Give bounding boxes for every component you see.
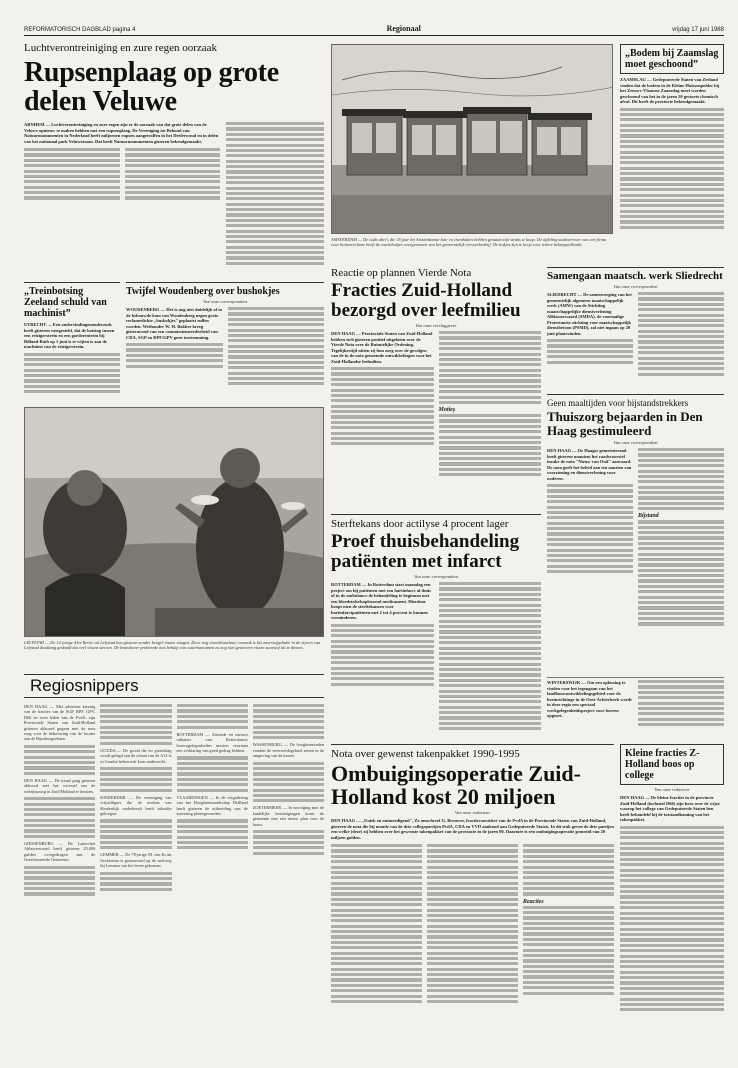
samengaan-story	[547, 267, 724, 387]
amsterdam-caption: AMSTERDAM — De oude abri's die 35 jaar bij Amsterdamse bus- en tramhaltes hebben gestaan zijn straks te koop. De afdeling stadsvervoer van een firma voor buitenreclame heeft de wachthokjes overgenomen van het gemeentelijk vervoerbedrijf. De hokjes zijn te koop voor iedere belangstellende.	[331, 237, 607, 248]
sterftekans-byline: Van onze correspondent	[414, 574, 458, 579]
bodem-headline: „Bodem bij Zaamslag moet geschoond”	[625, 48, 719, 70]
woudenberg-lead: WOUDENBERG — Het is nog niet duidelijk of in de bebouwde kom van Woudenberg negen grote reclamedichte „bushokjes” geplaatst zullen worden. Wethouder W. H. Bakker kreeg gisteravond van een commissiemeerderheid van CDA, SGP en RPF/GPV geen toestemming.	[126, 307, 223, 340]
samengaan-headline: Samengaan maatsch. werk Sliedrecht	[547, 270, 723, 282]
bodem-story	[620, 44, 724, 244]
regiosnippers-title: Regiosnippers	[30, 676, 139, 695]
nota-byline: Van onze redacteur	[454, 810, 491, 815]
amsterdam-photo	[331, 44, 613, 234]
header-section: Regionaal	[386, 24, 421, 33]
header-date: vrijdag 17 juni 1988	[671, 27, 724, 33]
woudenberg-byline: Van onze correspondent	[203, 299, 247, 304]
thuiszorg-story	[547, 394, 724, 669]
nota-kicker: Nota over gewenst takenpakket 1990-1995	[331, 748, 520, 760]
sterftekans-story	[331, 514, 541, 739]
winterswijk-lead: WINTERSWIJK — Om een oplossing te vinden voor het tegengaan van het landbouwontwikkelingsgebied voor de herinrichtinge in de Oost-Achterhoek wordt in deze regio een speciaal werkgelegenheidsproject voor boeren opgezet.	[547, 680, 632, 718]
winterswijk-story	[547, 677, 724, 737]
kleine-fracties-story	[620, 744, 724, 1049]
lelystad-photo	[24, 407, 324, 637]
fracties-byline: Van onze verslaggever	[415, 323, 457, 328]
treinbotsing-headline: „Treinbotsing Zeeland schuld van machinist”	[24, 286, 107, 319]
thuiszorg-headline: Thuiszorg bejaarden in Den Haag gestimuleerd	[547, 409, 703, 438]
nota-subhead: Reacties	[523, 898, 544, 905]
regio-item: LEMMER — De 78-jarige M. van Es uit Sexbierum is gisteravond op de snelweg bij Lemmer om het leven gekomen.	[100, 852, 172, 869]
regio-item: DEN HAAG — Met adviezen kiezing van de fracties van de SGP, RPF, GPV, D66 en twee leden van de PvdA, zijn Provinciale Staten van Zuid-Holland gisteren akkoord gegaan met de nota zorg voor de bebouwing van de locatie aan de Rijnsburgsebaan.	[24, 704, 96, 742]
woudenberg-story	[126, 282, 324, 402]
regio-item: GOUDA — De grond die ter grondslag wordt gelegd aan de schaal van de A12 is in Goudse bebouwde kom onderzocht.	[100, 747, 172, 764]
regio-item: VLAARDINGEN — In de vergadering van het Hoogheemraadschap Delfland heeft gisteren de uitbreiding van de zuivering plaatsgevonden.	[176, 794, 248, 816]
regio-item: KINDERDIJK — De vereniging van vrijwilligers die de molens van Kinderdijk onderhoudt heeft subsidie gekregen.	[100, 794, 172, 816]
fracties-story	[331, 267, 541, 507]
newspaper-page	[24, 22, 724, 1052]
lelystad-caption: LELYSTAD — De 12-jarige Alex Reiter uit Lelystad kon gisteren zonder hengel vissen vangen. Door nog onverklaarbare oorzaak is het zuurstofgehalte in de vijvers van Lelystad dusdanig gedaald dat veel vissen sterven. De brandweer probeerde met behulp van waterkanonnen zo nog niet gestorven vissen zuurstof uit te dienen.	[24, 640, 321, 651]
thuiszorg-lead: DEN HAAG — De Haagse gemeenteraad heeft gisteren unaniem het raadsvoorstel inzake de nota "Nieuw van Oud" aanvaard. De nota geeft het beleid aan ten aanzien van voorziening en dienstverlening voor ouderen.	[547, 448, 632, 481]
regio-item: WASSENBURG — De hoogheemraden vonden de veenweidegebied zetten in de omgeving van de haven.	[252, 742, 324, 759]
boy-with-fish-image	[25, 408, 324, 637]
header-publication: REFORMATORISCH DAGBLAD pagina 4	[24, 27, 136, 33]
regiosnippers-columns	[24, 704, 324, 1049]
fracties-lead: DEN HAAG — Provinciale Staten van Zuid-Holland hebben zich gisteren positief uitgelaten over de Vierde Nota over de Ruimtelijke Ordening. Tegelijkertijd uitten zij hun zorg over de gevolgen van de in de nota genoemde ontwikkelingen voor het Zuid-Hollandse leefmilieu.	[331, 331, 433, 364]
regio-item: GIESSENBURG — De Lansschot Ablasserwaard heeft gisteren 25.000 gulden overgedragen aan de Gereformeerde Gemeente.	[24, 840, 96, 863]
fracties-subhead: Motieș	[438, 407, 456, 414]
sterftekans-kicker: Sterftekans door actilyse 4 procent lager	[331, 518, 509, 530]
running-header	[24, 22, 724, 36]
kleine-fracties-lead: DEN HAAG — De kleine fracties in de provincie Zuid-Holland (inclusief D66) zijn boos over de wijze waarop het college van Gedeputeerde Staten hen heeft behandeld bij de totstandkoming van het takenpakket.	[620, 795, 720, 822]
main-kicker: Luchtverontreiniging en zure regen oorzaak	[24, 42, 218, 54]
thuiszorg-byline: Van onze correspondent	[613, 440, 658, 445]
samengaan-byline: Van onze correspondent	[613, 284, 658, 289]
fracties-kicker: Reactie op plannen Vierde Nota	[331, 267, 472, 279]
main-story	[24, 42, 324, 277]
regio-item: ROTTERDAM — Zittende en nieuwe uitbaters van Rotterdamse horecagelegenheden moeten voortaan een verklaring van goed gedrag hebben.	[176, 731, 248, 753]
nota-lead: DEN HAAG — „Uniek en ontmoedigend", Zo omschreef G. Brouwer, fractievoorzitter van de PvdA in de Provinciale Staten van Zuid-Holland, gisteren de nota die bij monde van de drie collegepartijen PvdA, CDA en VVD aanbood aan Gedeputeerde Staten. In dit stuk geven de drie partijen een welke (deze) zij hebben over het gewenste takenpakket van de provincie in de jaren 90. Daarmee is een ombuigingsoperatie gemoeid van 20 miljoen gulden.	[331, 818, 614, 840]
regio-item: ZOETERMEER — In navolging met de landelijke bezuinigingen komt de gemeente met een nieuw plan voor de bouw.	[252, 805, 324, 827]
main-lead: ARNHEM — Luchtverontreiniging en zure regen zijn er de oorzaak van dat grote delen van de Veluwe opnieuw te maken hebben met een rupsenplaag. De Vereniging tot Behoud van Natuurmonumenten in Nederland heeft miljoenen rupsen aangetroffen in het Deelerwoud en in delen van het nationaal park Veluwezoom. Dat heeft Natuurmonumenten gisteren bekendgemaakt.	[24, 122, 219, 144]
treinbotsing-lead: UTRECHT — Een ondervindingenonderzoek heeft gisteren vastgesteld, dat de botsing tussen een reizigerstrein en een goederentrein bij Rilland-Bath op 1 juni is te wijten is aan de machinist van de reizigerstrein.	[24, 322, 115, 349]
bodem-lead: ZAAMSLAG — Gedeputeerde Staten van Zeeland vinden dat de bodem in de Kleine Huissenpolder bij het Zeeuws-Vlaamse Zaamslag moet worden geschoond van het in de jaren 50 gestorte chemisch afval. Dit heeft de provincie bekendgemaakt.	[620, 77, 720, 104]
kleine-fracties-headline: Kleine fracties Z-Holland boos op college	[625, 748, 700, 781]
sterftekans-headline: Proef thuisbehandeling patiënten met infarct	[331, 531, 520, 572]
nota-story	[331, 744, 614, 1049]
main-headline: Rupsenplaag op grote delen Veluwe	[24, 57, 279, 117]
regiosnippers-bar	[24, 674, 324, 698]
kleine-fracties-byline: Van onze redacteur	[654, 787, 690, 792]
woudenberg-headline: Twijfel Woudenberg over bushokjes	[126, 286, 280, 297]
treinbotsing-story	[24, 282, 120, 402]
nota-headline: Ombuigingsoperatie Zuid-Holland kost 20 miljoen	[331, 761, 581, 809]
samengaan-lead: SLIEDRECHT — De samenvoeging van het gemeentelijk algemeen maatschappelijk werk (AMW) van de Stichting maatschappelijke dienstverlening Alblasserwaard (SMDA), de voormalige Protestantse stichting voor maatschappelijk dienstbetoon (PSMD), zal niet ingaan op 20 juni plaatsvinden.	[547, 292, 632, 336]
bus-shelters-image	[332, 45, 613, 234]
thuiszorg-subhead: Bijstand	[638, 513, 659, 520]
thuiszorg-kicker: Geen maaltijden voor bijstandstrekkers	[547, 398, 689, 408]
regio-item: DEN HAAG — De totaal ging gisteren akkoord met het voorstel om de welzijnszorg in Zuid-Holland te herzien.	[24, 777, 96, 794]
sterftekans-lead: ROTTERDAM — In Rotterdam start maandag een project om bij patiënten met een hartinfarct al thuis of in de ambulance de behandeling te beginnen met een bloedstolselsoplossend medicament. Hierdoor hoopt men de sterftekansen voor hartinfarctpatiënten met 2 tot 4 procent te kunnen verminderen.	[331, 582, 431, 620]
fracties-headline: Fracties Zuid-Holland bezorgd over leefmilieu	[331, 280, 521, 321]
